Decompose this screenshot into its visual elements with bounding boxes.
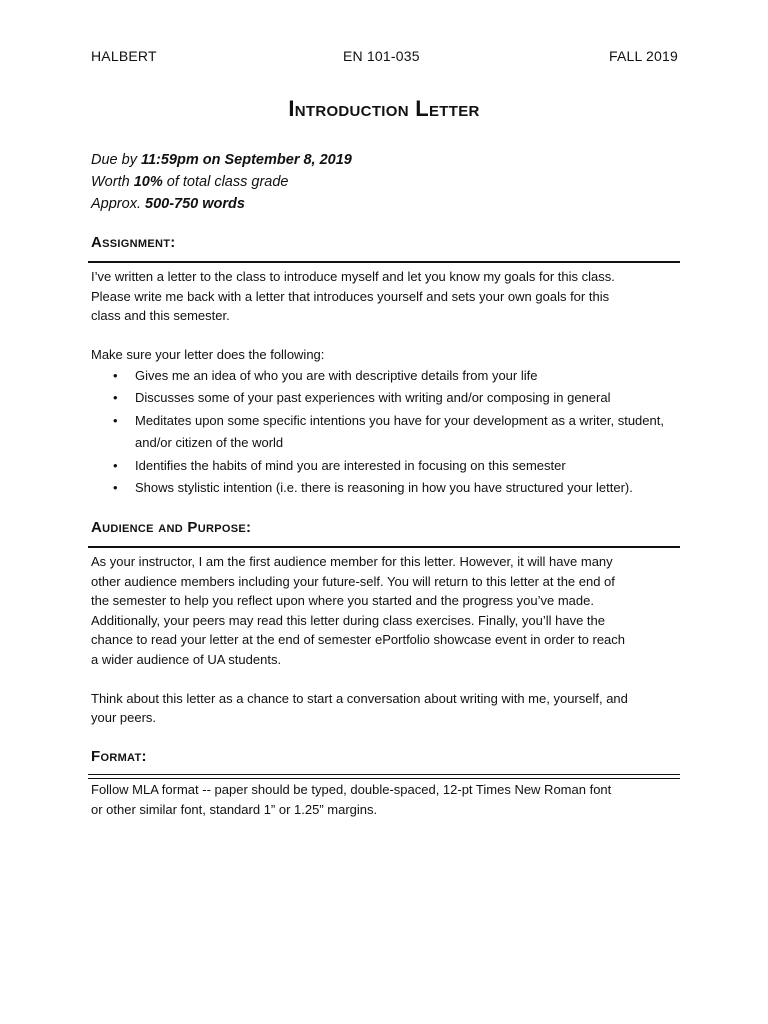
approx-line (91, 193, 352, 215)
assignment-meta (91, 149, 352, 215)
assignment-line-1: I’ve written a letter to the class to introduce myself and let you know my goals for this class. (91, 269, 615, 284)
audience-line-4: Additionally, your peers may read this letter during class exercises. Finally, you’ll have the (91, 612, 605, 628)
audience-line-2: other audience members including your future-self. You will return to this letter at the end of (91, 573, 615, 589)
worth-line (91, 171, 352, 193)
bullet-icon: • (113, 412, 118, 428)
list-item: • Shows stylistic intention (i.e. there is reasoning in how you have structured your letter). (135, 477, 681, 500)
approx-prefix: Approx. (91, 196, 145, 212)
header-course: EN 101-035 (343, 48, 420, 64)
list-item: • Discusses some of your past experiences with writing and/or composing in general (135, 387, 681, 410)
audience-body (91, 552, 681, 728)
worth-prefix: Worth (91, 174, 134, 190)
assignment-heading: Assignment: (91, 234, 176, 251)
list-item: • Gives me an idea of who you are with descriptive details from your life (135, 365, 681, 388)
format-line-2: or other similar font, standard 1” or 1.25” margins. (91, 801, 378, 817)
page-header (91, 48, 678, 68)
audience-line-1: As your instructor, I am the first audience member for this letter. However, it will have many (91, 554, 613, 569)
document-title: Introduction Letter (288, 96, 480, 121)
format-heading: Format: (91, 748, 147, 765)
bullet-icon: • (113, 390, 118, 405)
bullet-icon: • (113, 457, 118, 473)
due-prefix: Due by (91, 152, 141, 168)
bullet-icon: • (113, 480, 118, 495)
header-term: FALL 2019 (608, 48, 678, 64)
due-value: 11:59pm on September 8, 2019 (140, 152, 352, 168)
list-item: • Meditates upon some specific intentions you have for your development as a writer, student, and/or citizen of the world (135, 410, 681, 455)
audience-line-6: a wider audience of UA students. (91, 651, 282, 667)
assignment-bullet-list (91, 365, 681, 500)
audience-heading: Audience and Purpose: (91, 519, 252, 536)
format-line-1: Follow MLA format -- paper should be typed, double-spaced, 12-pt Times New Roman font (91, 782, 612, 797)
assignment-rule (88, 261, 680, 263)
assignment-list-intro: Make sure your letter does the following: (91, 347, 325, 362)
audience-para2-line-1: Think about this letter as a chance to start a conversation about writing with me, yourself, and (91, 690, 628, 706)
assignment-line-2: Please write me back with a letter that introduces yourself and sets your own goals for this (91, 288, 610, 304)
header-author: HALBERT (91, 48, 157, 64)
audience-line-3: the semester to help you reflect upon where you started and the progress you’ve made. (91, 593, 594, 608)
audience-para2-line-2: your peers. (91, 710, 157, 725)
worth-value: 10% (133, 174, 163, 190)
approx-value: 500-750 words (145, 196, 245, 212)
list-item: • Identifies the habits of mind you are interested in focusing on this semester (135, 455, 681, 478)
due-line (91, 149, 352, 171)
audience-line-5: chance to read your letter at the end of semester ePortfolio showcase event in order to reach (91, 632, 626, 647)
format-rule (88, 774, 680, 779)
format-body (91, 780, 681, 819)
bullet-icon: • (113, 367, 118, 383)
worth-suffix: of total class grade (162, 174, 289, 190)
assignment-body (91, 267, 681, 500)
audience-rule (88, 546, 680, 548)
assignment-line-3: class and this semester. (91, 308, 230, 323)
